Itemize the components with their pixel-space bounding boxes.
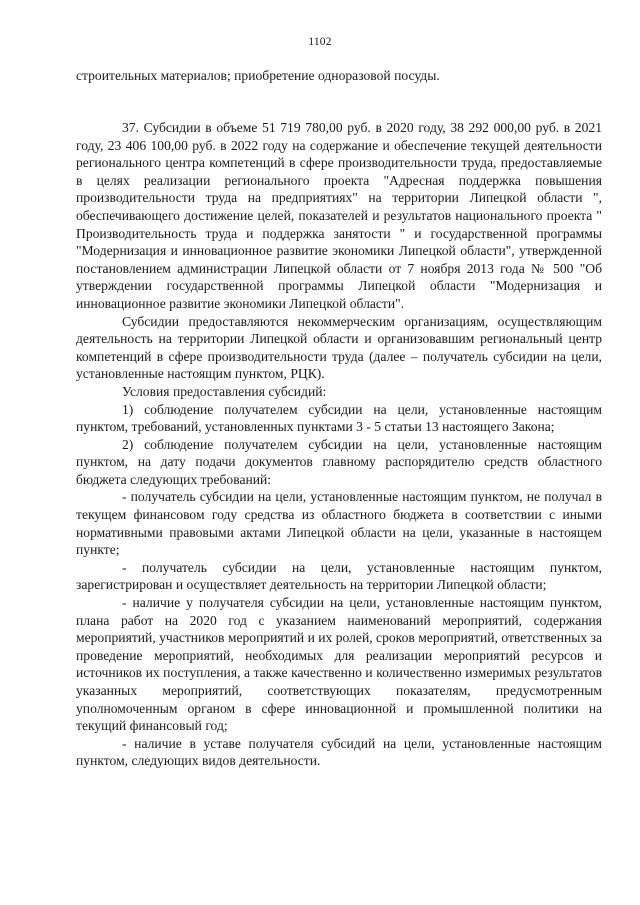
page-number: 1102 (308, 36, 332, 48)
article-body (76, 119, 602, 770)
paragraph-requirement-work-plan: - наличие у получателя субсидии на цели, установленные настоящим пунктом, плана работ на 2020 год с указанием наименований мероприятий, содержания мероприятий, участников мероприятий и их ролей, сроков мероприятий, ответственных за проведение мероприятий, необходимых для реализации мероприятий ресурсов и источников их поступления, а также качественно и количественно измеримых результатов указанных мероприятий, соответствующих показателям, предусмотренным уполномоченным органом в сфере инновационной и промышленной политики на текущий финансовый год; (76, 595, 602, 734)
paragraph-recipients: Субсидии предоставляются некоммерческим организациям, осуществляющим деятельность на территории Липецкой области и организовавшим региональный центр компетенций в сфере производительности труда (далее – получатель субсидии на цели, установленные настоящим пунктом, РЦК). (76, 313, 602, 382)
paragraph-item-37: 37. Субсидии в объеме 51 719 780,00 руб. в 2020 году, 38 292 000,00 руб. в 2021 году, 23 406 100,00 руб. в 2022 году на содержание и обеспечение текущей деятельности регионального центра компетенций в сфере производительности труда, предоставляемые в целях реализации регионального проекта "Адресная поддержка повышения производительности труда на предприятиях" на территории Липецкой области ", обеспечивающего достижение целей, показателей и результатов национального проекта " Производительность труда и поддержка занятости " и государственной программы "Модернизация и инновационное развитие экономики Липецкой области", утвержденной постановлением администрации Липецкой области от 7 ноября 2013 года № 500 "Об утверждении государственной программы Липецкой области "Модернизация и инновационное развитие экономики Липецкой области". (76, 120, 602, 311)
paragraph-condition-2: 2) соблюдение получателем субсидии на цели, установленные настоящим пунктом, на дату подачи документов главному распорядителю средств областного бюджета следующих требований: (76, 436, 602, 487)
lead-text-block (76, 67, 602, 85)
paragraph-requirement-charter: - наличие в уставе получателя субсидий на цели, установленные настоящим пунктом, следующих видов деятельности. (76, 735, 602, 769)
lead-line: строительных материалов; приобретение одноразовой посуды. (76, 68, 440, 83)
paragraph-requirement-registered: - получатель субсидии на цели, установленные настоящим пунктом, зарегистрирован и осуществляет деятельность на территории Липецкой области; (76, 559, 602, 593)
paragraph-conditions-heading: Условия предоставления субсидий: (122, 383, 327, 399)
paragraph-condition-1: 1) соблюдение получателем субсидии на цели, установленные настоящим пунктом, требований, установленных пунктами 3 - 5 статьи 13 настоящего Закона; (76, 401, 602, 435)
paragraph-requirement-no-funds: - получатель субсидии на цели, установленные настоящим пунктом, не получал в текущем финансовом году средства из областного бюджета в соответствии с иными нормативными правовыми актами Липецкой области на цели, указанные в настоящем пункте; (76, 489, 602, 558)
